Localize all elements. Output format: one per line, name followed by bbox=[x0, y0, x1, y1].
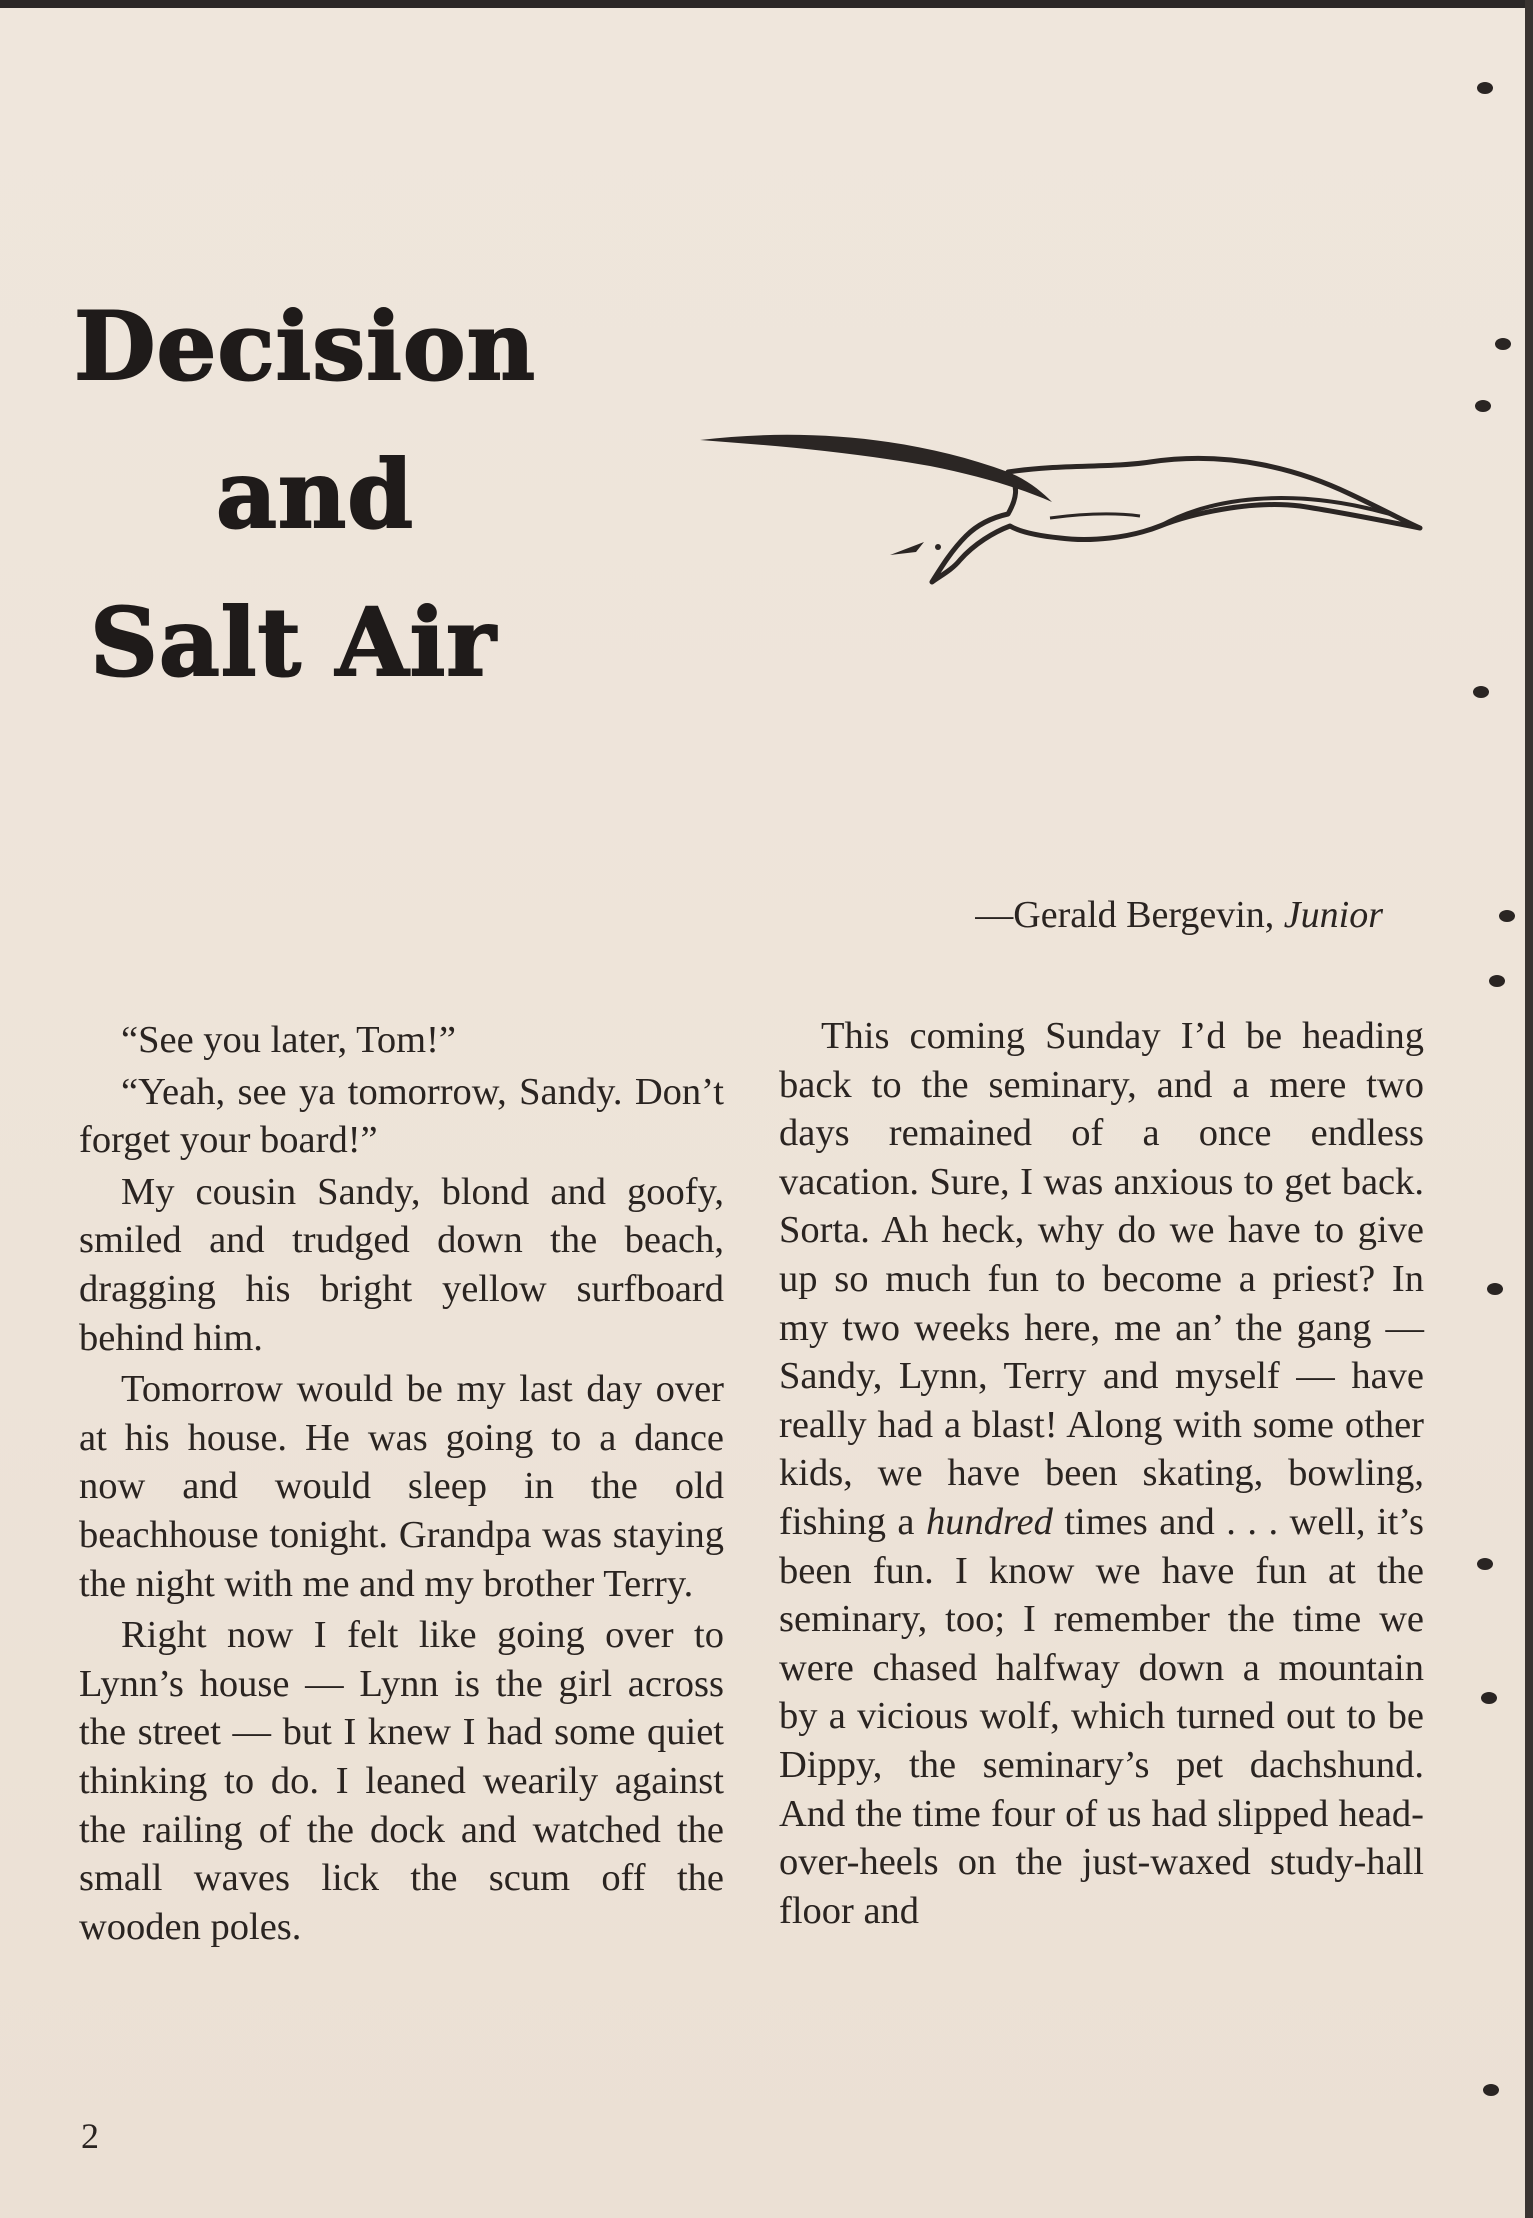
binding-hole bbox=[1489, 975, 1505, 987]
binding-hole bbox=[1475, 400, 1491, 412]
paragraph: “See you later, Tom!” bbox=[121, 1019, 457, 1061]
paragraph: Right now I felt like going over to Lynn’s house — Lynn is the girl across the street — but I knew I had some quiet thinking to do. I leaned wearily against the railing of the dock and watched the small waves lick the scum off the wooden poles. bbox=[79, 1614, 724, 1948]
binding-hole bbox=[1495, 338, 1511, 350]
binding-hole bbox=[1477, 1558, 1493, 1570]
paragraph bbox=[779, 1012, 1424, 1935]
paragraph-text: times and . . . well, it’s been fun. I know we have fun at the seminary, too; I remember the time we were chased halfway down a mountain by a vicious wolf, which turned out to be Dippy, the seminary’s pet dachshund. And the time four of us had slipped head-over-heels on the just-waxed study-hall floor and bbox=[779, 1500, 1424, 1932]
paragraph: “Yeah, see ya tomorrow, Sandy. Don’t forget your board!” bbox=[79, 1070, 724, 1162]
binding-hole bbox=[1473, 686, 1489, 698]
page-binding-edge bbox=[1525, 0, 1533, 2218]
right-text-column bbox=[779, 1012, 1424, 1935]
paragraph-text: This coming Sunday I’d be heading back to the seminary, and a mere two days remained of a once endless vacation. Sure, I was anxious to get back. Sorta. Ah heck, why do we have to give up so much fun to become a priest? In my two weeks here, me an’ the gang — Sandy, Lynn, Terry and myself — have really had a blast! Along with some other kids, we have been skating, bowling, fishing a bbox=[779, 1015, 1424, 1543]
author-name: —Gerald Bergevin, bbox=[975, 894, 1275, 936]
binding-hole bbox=[1483, 2084, 1499, 2096]
page-number: 2 bbox=[81, 2116, 99, 2156]
paragraph: Tomorrow would be my last day over at his house. He was going to a dance now and would sleep in the old beachhouse tonight. Grandpa was staying the night with me and my brother Terry. bbox=[79, 1368, 724, 1605]
article-title-line-3: Salt Air bbox=[90, 588, 497, 698]
seagull-icon bbox=[690, 410, 1430, 590]
page-top-edge bbox=[0, 0, 1533, 8]
article-title-line-2: and bbox=[216, 440, 414, 550]
left-text-column bbox=[79, 1012, 724, 1954]
binding-hole bbox=[1481, 1692, 1497, 1704]
byline bbox=[975, 893, 1383, 937]
paragraph: My cousin Sandy, blond and goofy, smiled and trudged down the beach, dragging his bright yellow surfboard behind him. bbox=[79, 1170, 724, 1359]
article-title-line-1: Decision bbox=[74, 292, 536, 402]
binding-hole bbox=[1477, 82, 1493, 94]
binding-hole bbox=[1499, 910, 1515, 922]
emphasis-text: hundred bbox=[925, 1500, 1053, 1543]
binding-hole bbox=[1487, 1283, 1503, 1295]
author-role: Junior bbox=[1283, 894, 1383, 936]
